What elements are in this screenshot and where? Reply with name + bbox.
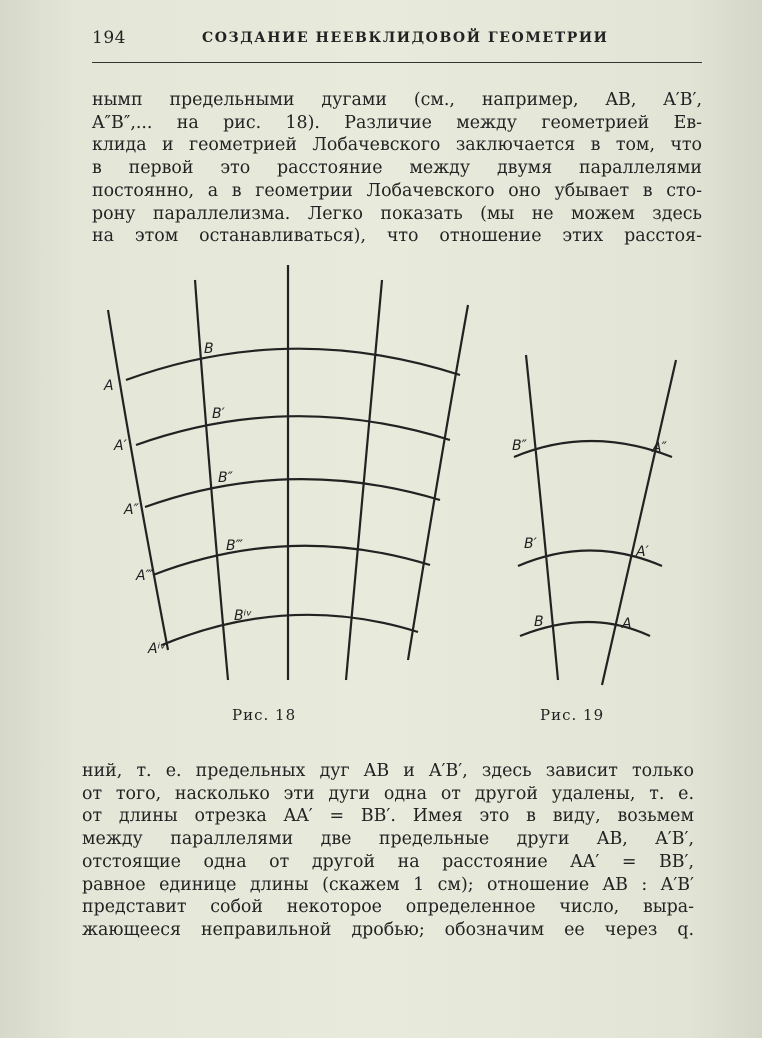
limit-arc	[145, 479, 440, 507]
text-line: A″B″,... на рис. 18). Различие между геометрией Ев-	[92, 112, 702, 133]
bottom-paragraph	[82, 760, 694, 942]
label-A4: Aⁱᵛ	[148, 641, 166, 657]
running-title: СОЗДАНИЕ НЕЕВКЛИДОВОЙ ГЕОМЕТРИИ	[202, 30, 609, 46]
text-line: равное единице длины (скажем 1 см); отношение AB : A′B′	[82, 874, 694, 895]
figure-18-diagram	[90, 260, 490, 690]
label-A3: A‴	[136, 568, 153, 584]
limit-arc	[126, 349, 460, 380]
parallel-line	[602, 360, 676, 685]
text-line: жающееся неправильной дробью; обозначим ее через q.	[82, 919, 694, 940]
text-line: отстоящие одна от другой на расстояние AA′ = BB′,	[82, 851, 694, 872]
page-number: 194	[92, 28, 126, 48]
figure-19-diagram	[500, 340, 690, 690]
label-B4: Bⁱᵛ	[234, 608, 252, 624]
label-B1: B′	[212, 406, 225, 422]
label-A2: A″	[652, 440, 667, 456]
label-B3: B‴	[226, 538, 243, 554]
limit-arc	[514, 441, 672, 457]
figure-18-caption: Рис. 18	[232, 706, 297, 724]
limit-arc	[162, 615, 418, 645]
label-B1: B′	[524, 536, 537, 552]
text-line: нымп предельными дугами (см., например, AB, A′B′,	[92, 90, 702, 110]
text-line: ний, т. е. предельных дуг AB и A′B′, здесь зависит только	[82, 761, 694, 781]
text-line: между параллелями две предельные други AB, A′B′,	[82, 829, 694, 850]
text-line: постоянно, а в геометрии Лобачевского оно убывает в сто-	[92, 180, 702, 201]
text-line: рону параллелизма. Легко показать (мы не можем здесь	[92, 203, 702, 224]
text-line: от длины отрезка AA′ = BB′. Имея это в виду, возьмем	[82, 806, 694, 827]
label-B: B	[534, 614, 544, 630]
label-B2: B″	[512, 438, 527, 454]
limit-arc	[153, 546, 430, 575]
text-line: представит собой некоторое определенное число, выра-	[82, 897, 694, 918]
label-A1: A′	[114, 438, 127, 454]
label-B: B	[204, 341, 214, 357]
header-rule	[92, 62, 702, 63]
parallel-line	[408, 305, 468, 660]
text-line: на этом останавливаться), что отношение этих расстоя-	[92, 226, 702, 247]
parallel-line	[108, 310, 168, 650]
text-line: клида и геометрией Лобачевского заключается в том, что	[92, 135, 702, 156]
label-A: A	[104, 378, 114, 394]
label-A1: A′	[636, 544, 649, 560]
label-B2: B″	[218, 470, 233, 486]
page-header	[92, 28, 702, 58]
top-paragraph	[92, 89, 702, 248]
text-line: от того, насколько эти дуги одна от другой удалены, т. е.	[82, 783, 694, 804]
label-A2: A″	[124, 502, 139, 518]
figure-19-caption: Рис. 19	[540, 706, 605, 724]
label-A: A	[622, 616, 632, 632]
text-line: в первой это расстояние между двумя параллелями	[92, 158, 702, 179]
limit-arc	[136, 416, 450, 445]
